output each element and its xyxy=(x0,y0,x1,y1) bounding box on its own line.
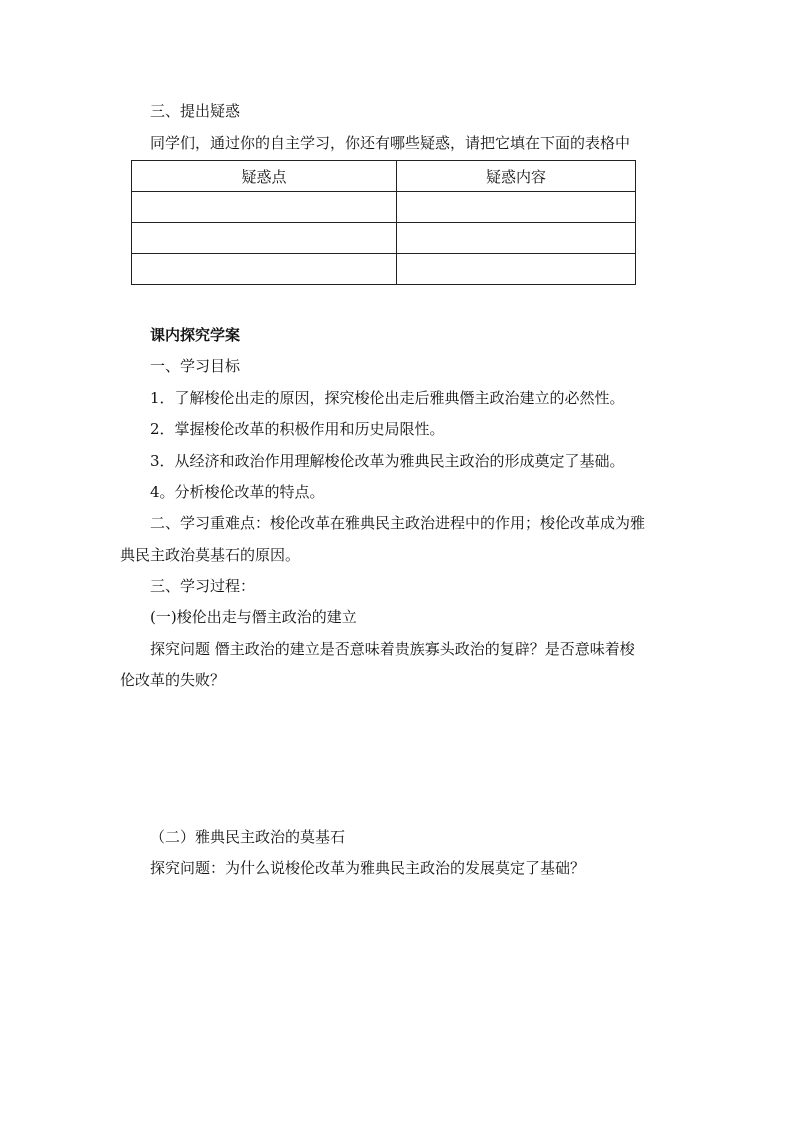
part1-question-line1: 探究问题 僭主政治的建立是否意味着贵族寡头政治的复辟？是否意味着梭 xyxy=(150,640,635,658)
key-points-line1: 二、学习重难点：梭伦改革在雅典民主政治进程中的作用；梭伦改革成为雅 xyxy=(150,514,646,532)
goal-item: 2．掌握梭伦改革的积极作用和历史局限性。 xyxy=(150,420,445,438)
section3-intro: 同学们，通过你的自主学习，你还有哪些疑惑，请把它填在下面的表格中 xyxy=(150,134,631,152)
goal-item: 1．了解梭伦出走的原因，探究梭伦出走后雅典僭主政治建立的必然性。 xyxy=(150,389,625,407)
table-header-content: 疑惑内容 xyxy=(397,161,636,192)
part1-title: (一)梭伦出走与僭主政治的建立 xyxy=(150,608,357,626)
key-points-line2: 典民主政治莫基石的原因。 xyxy=(120,546,301,564)
part2-title: （二）雅典民主政治的莫基石 xyxy=(150,828,346,846)
goals-title: 一、学习目标 xyxy=(150,357,241,375)
table-row xyxy=(132,254,636,285)
goal-item: 4。分析梭伦改革的特点。 xyxy=(150,483,325,501)
doubts-table xyxy=(131,160,636,285)
table-cell[interactable] xyxy=(132,223,397,254)
part2-question: 探究问题：为什么说梭伦改革为雅典民主政治的发展莫定了基础？ xyxy=(150,859,586,877)
table-row xyxy=(132,192,636,223)
table-cell[interactable] xyxy=(397,223,636,254)
process-title: 三、学习过程： xyxy=(150,577,256,595)
table-cell[interactable] xyxy=(132,192,397,223)
table-cell[interactable] xyxy=(132,254,397,285)
table-cell[interactable] xyxy=(397,254,636,285)
part1-question-line2: 伦改革的失败？ xyxy=(120,671,226,689)
table-cell[interactable] xyxy=(397,192,636,223)
table-row xyxy=(132,223,636,254)
table-header-point: 疑惑点 xyxy=(132,161,397,192)
goal-item: 3．从经济和政治作用理解梭伦改革为雅典民主政治的形成奠定了基础。 xyxy=(150,452,625,470)
table-header-row xyxy=(132,161,636,192)
inclass-title: 课内探究学案 xyxy=(150,326,241,344)
section3-title: 三、提出疑惑 xyxy=(150,102,241,120)
